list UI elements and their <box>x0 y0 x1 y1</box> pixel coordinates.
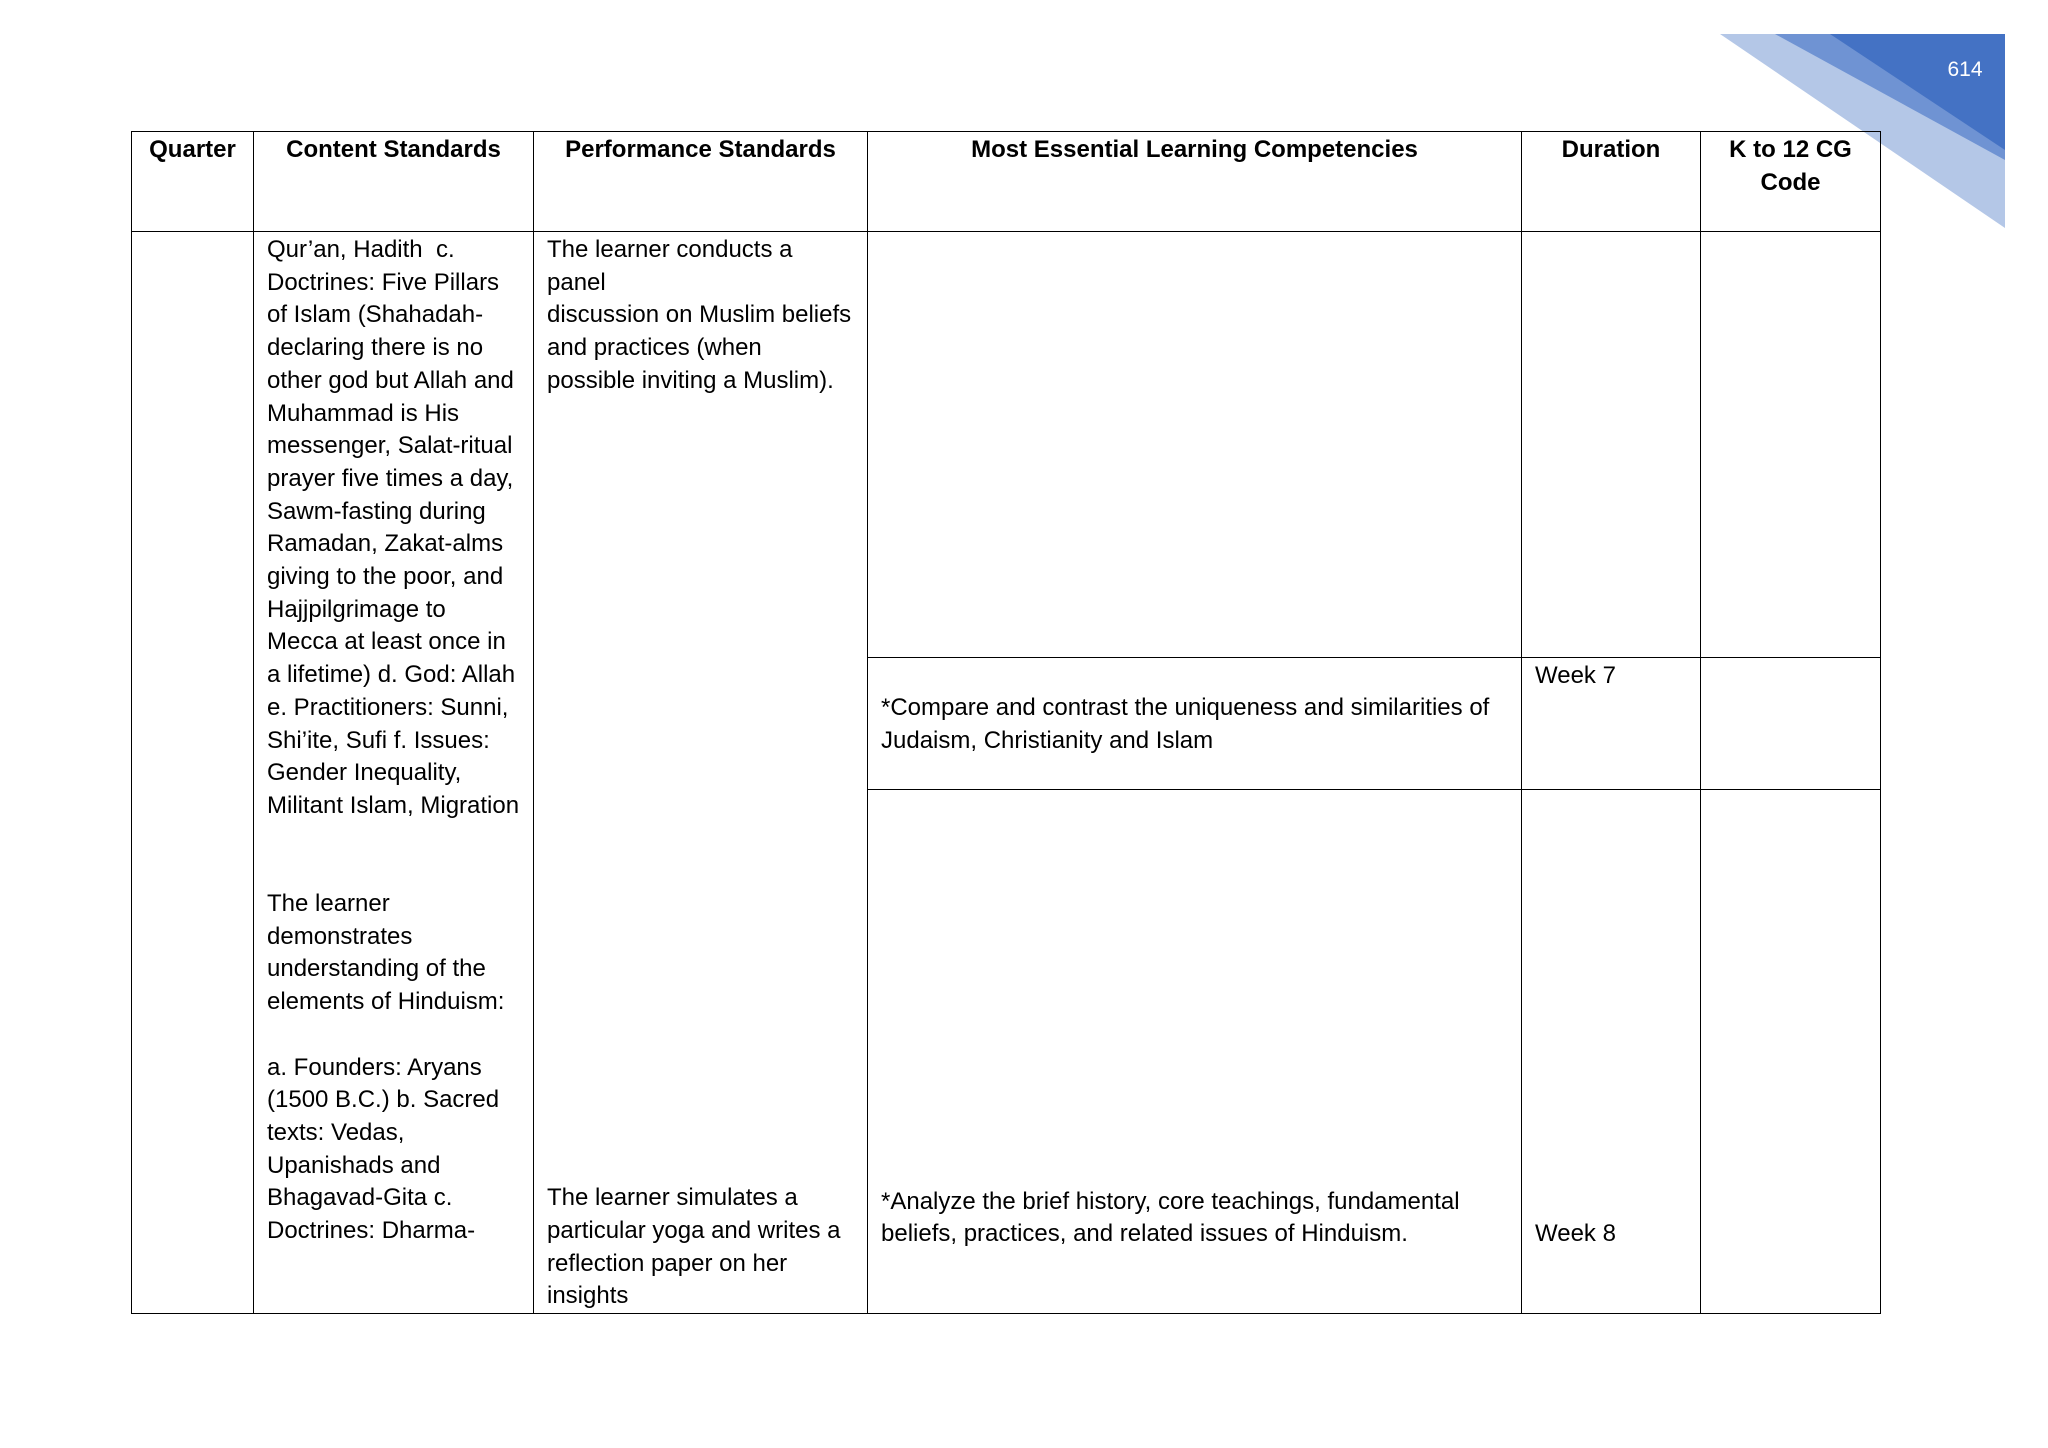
header-code: K to 12 CG Code <box>1701 132 1881 232</box>
header-duration: Duration <box>1522 132 1701 232</box>
header-quarter: Quarter <box>132 132 254 232</box>
code-cell-row3 <box>1701 789 1881 1314</box>
curriculum-table <box>131 131 1881 1314</box>
header-competencies: Most Essential Learning Competencies <box>868 132 1522 232</box>
duration-week-8: Week 8 <box>1535 1220 1616 1248</box>
table-row <box>132 232 1881 658</box>
duration-week-7: Week 7 <box>1522 658 1701 789</box>
code-cell-row2 <box>1701 658 1881 789</box>
performance-standard-hinduism: The learner simulates a particular yoga and writes a reflection paper on her insights <box>547 1184 841 1310</box>
content-standards-cell: Qur’an, Hadith c. Doctrines: Five Pillars of Islam (Shahadah-declaring there is no other god but Allah and Muhammad is His messenger, Salat-ritual prayer five times a day, Sawm-fasting during Ramadan, Zakat-alms giving to the poor, and Hajjpilgrimage to Mecca at least once in a lifetime) d. God: Allah e. Practitioners: Sunni, Shi’ite, Sufi f. Issues: Gender Inequality, Militant Islam, Migration The learner demonstrates understanding of the elements of Hinduism: a. Founders: Aryans (1500 B.C.) b. Sacred texts: Vedas, Upanishads and Bhagavad-Gita c. Doctrines: Dharma- <box>254 232 534 1314</box>
competency-hinduism: *Analyze the brief history, core teachings, fundamental beliefs, practices, and related issues of Hinduism. <box>881 1187 1460 1248</box>
header-content-standards: Content Standards <box>254 132 534 232</box>
code-cell-empty <box>1701 232 1881 658</box>
duration-week-8-cell <box>1522 789 1701 1314</box>
quarter-cell <box>132 232 254 1314</box>
header-row <box>132 132 1881 232</box>
competency-hinduism-cell <box>868 789 1522 1314</box>
page-number: 614 <box>1947 58 1983 81</box>
header-performance-standards: Performance Standards <box>534 132 868 232</box>
performance-standards-cell <box>534 232 868 1314</box>
performance-standard-islam: The learner conducts a panel discussion on Muslim beliefs and practices (when possible inviting a Muslim). <box>547 236 852 394</box>
competency-cell-empty <box>868 232 1522 658</box>
competency-compare: *Compare and contrast the uniqueness and similarities of Judaism, Christianity and Islam <box>868 658 1522 789</box>
duration-cell-empty <box>1522 232 1701 658</box>
